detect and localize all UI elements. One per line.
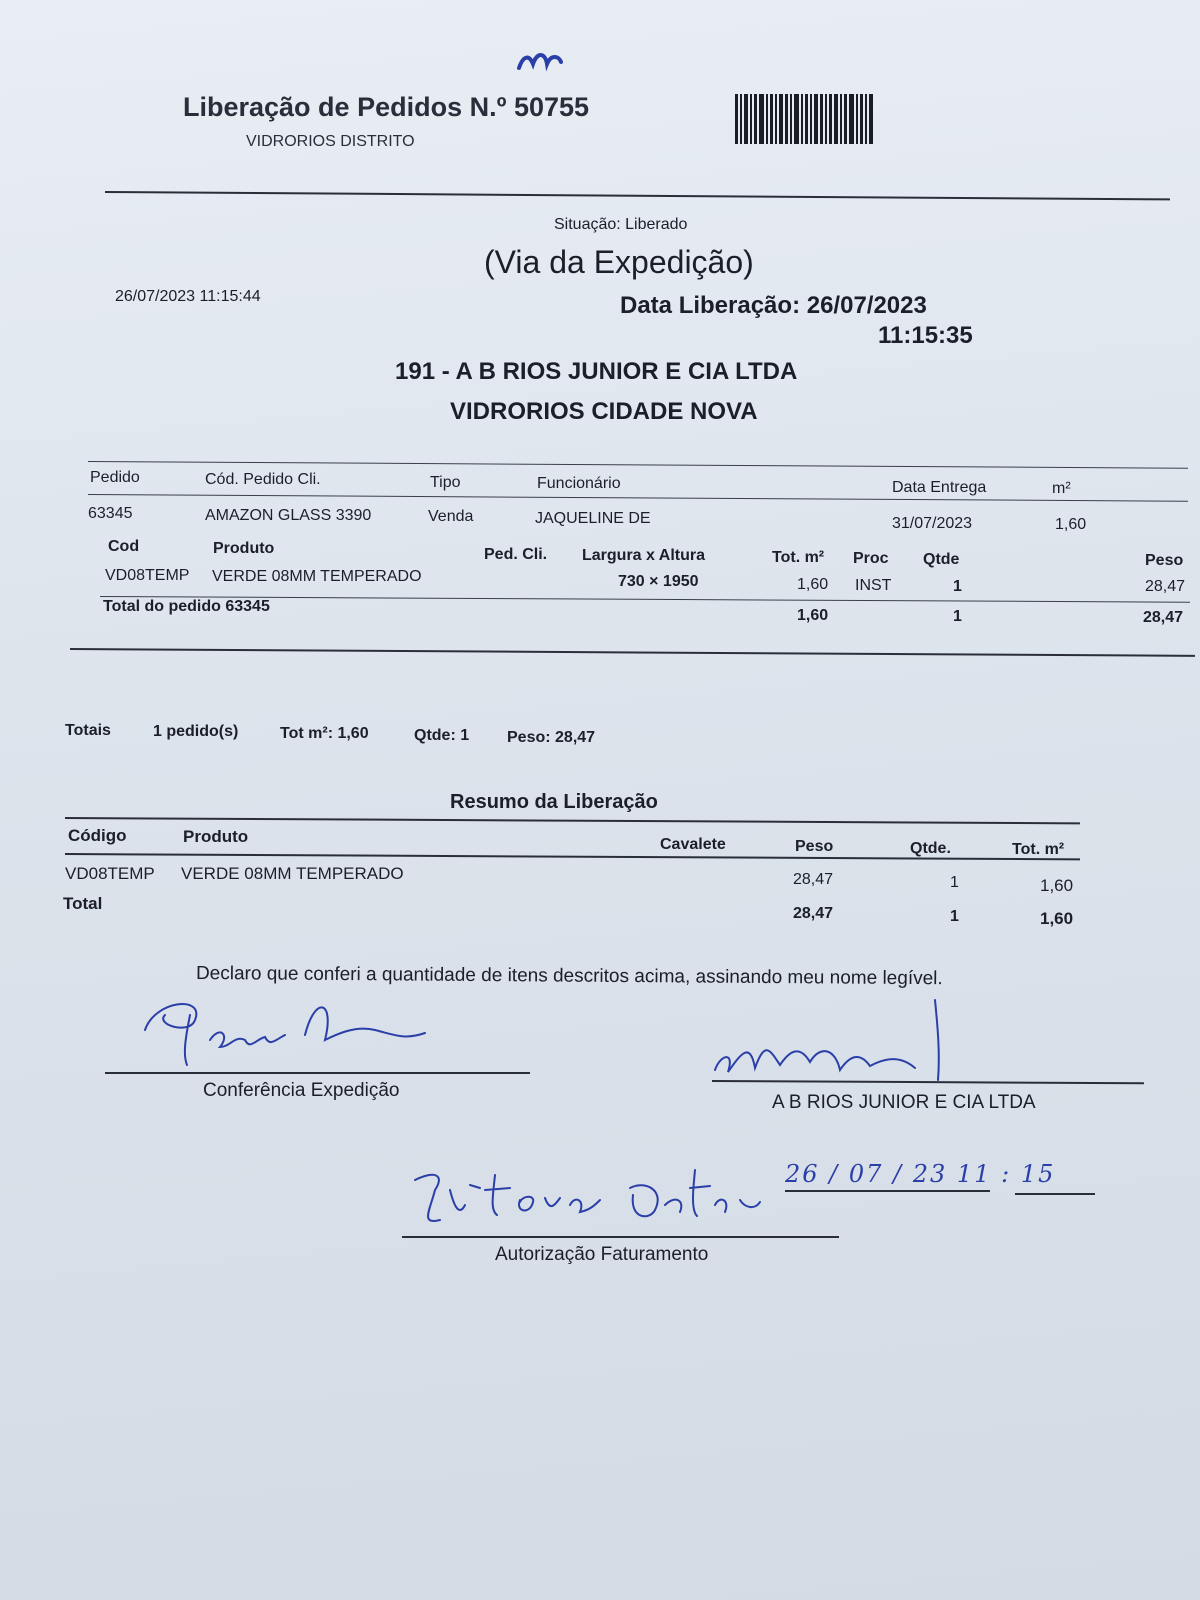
resumo-tot-m2: 1,60 bbox=[1040, 876, 1074, 895]
barcode-bar bbox=[790, 94, 792, 144]
header-divider bbox=[105, 191, 1170, 200]
release-date: Data Liberação: 26/07/2023 bbox=[620, 292, 927, 319]
barcode-bar bbox=[865, 94, 867, 144]
item-proc: INST bbox=[855, 577, 892, 594]
signature-line-autorizacao bbox=[402, 1236, 839, 1238]
resumo-codigo: VD08TEMP bbox=[65, 864, 155, 883]
totais-qtde: Qtde: 1 bbox=[414, 727, 470, 744]
barcode-bar bbox=[770, 94, 773, 144]
col-header-cod-pedido-cli: Cód. Pedido Cli. bbox=[205, 471, 321, 488]
store-name: VIDRORIOS CIDADE NOVA bbox=[450, 398, 758, 425]
barcode-bar bbox=[860, 94, 863, 144]
order-table-bottom-line bbox=[70, 648, 1195, 657]
barcode-bar bbox=[840, 94, 842, 144]
item-header-produto: Produto bbox=[213, 540, 275, 557]
order-data-entrega: 31/07/2023 bbox=[892, 515, 973, 532]
barcode-bar bbox=[801, 94, 803, 144]
barcode-bar bbox=[754, 94, 757, 144]
order-total-peso: 28,47 bbox=[1143, 609, 1184, 626]
order-header-line bbox=[88, 494, 1188, 502]
client-name: 191 - A B RIOS JUNIOR E CIA LTDA bbox=[395, 358, 798, 385]
resumo-header-produto: Produto bbox=[183, 827, 249, 846]
barcode-bar bbox=[794, 94, 799, 144]
resumo-total-tot-m2: 1,60 bbox=[1040, 909, 1074, 928]
barcode-bar bbox=[814, 94, 818, 144]
resumo-header-tot-m2: Tot. m² bbox=[1012, 841, 1065, 858]
resumo-produto: VERDE 08MM TEMPERADO bbox=[181, 864, 404, 883]
barcode-bar bbox=[785, 94, 788, 144]
barcode-bar bbox=[869, 94, 873, 144]
barcode-icon bbox=[735, 94, 925, 144]
item-header-qtde: Qtde bbox=[923, 551, 960, 568]
totais-pedidos: 1 pedido(s) bbox=[153, 723, 239, 740]
order-total-label: Total do pedido 63345 bbox=[103, 598, 270, 615]
item-header-proc: Proc bbox=[853, 550, 889, 567]
barcode-bar bbox=[735, 94, 738, 144]
order-tipo: Venda bbox=[428, 508, 474, 525]
item-dims: 730 × 1950 bbox=[618, 573, 699, 590]
release-time: 11:15:35 bbox=[878, 322, 973, 349]
barcode-bar bbox=[834, 94, 838, 144]
totais-peso: Peso: 28,47 bbox=[507, 729, 596, 746]
item-header-largura-altura: Largura x Altura bbox=[582, 547, 705, 564]
resumo-total-label: Total bbox=[63, 894, 103, 913]
item-cod: VD08TEMP bbox=[105, 567, 190, 584]
barcode-bar bbox=[810, 94, 812, 144]
company-name: VIDRORIOS DISTRITO bbox=[246, 133, 415, 150]
order-total-qtde: 1 bbox=[953, 608, 962, 625]
col-header-funcionario: Funcionário bbox=[537, 475, 621, 492]
date-line bbox=[785, 1190, 990, 1192]
signature-line-conferencia bbox=[105, 1072, 530, 1074]
barcode-bar bbox=[779, 94, 783, 144]
signature-autorizacao-icon bbox=[405, 1150, 805, 1240]
signature-label-conferencia: Conferência Expedição bbox=[203, 1080, 400, 1101]
document-title: Liberação de Pedidos N.º 50755 bbox=[183, 92, 590, 122]
item-produto: VERDE 08MM TEMPERADO bbox=[212, 568, 422, 585]
order-cod-pedido-cli: AMAZON GLASS 3390 bbox=[205, 507, 372, 524]
item-qtde: 1 bbox=[953, 578, 962, 595]
item-peso: 28,47 bbox=[1145, 578, 1186, 595]
barcode-bar bbox=[766, 94, 768, 144]
status-text: Situação: Liberado bbox=[554, 216, 688, 233]
item-header-tot-m2: Tot. m² bbox=[772, 549, 825, 566]
totais-label: Totais bbox=[65, 722, 111, 739]
barcode-bar bbox=[825, 94, 827, 144]
order-table-top-line bbox=[88, 461, 1188, 469]
barcode-bar bbox=[805, 94, 808, 144]
signature-conferencia-icon bbox=[135, 995, 455, 1075]
resumo-top-line bbox=[65, 817, 1080, 824]
resumo-header-codigo: Código bbox=[68, 826, 127, 845]
declaration-text: Declaro que conferi a quantidade de itens descritos acima, assinando meu nome legível. bbox=[195, 963, 943, 990]
pen-mark-icon bbox=[515, 44, 565, 74]
col-header-tipo: Tipo bbox=[430, 474, 461, 491]
signature-label-cliente: A B RIOS JUNIOR E CIA LTDA bbox=[772, 1092, 1036, 1113]
signature-label-autorizacao: Autorização Faturamento bbox=[495, 1244, 709, 1265]
item-tot-m2: 1,60 bbox=[797, 576, 829, 593]
barcode-bar bbox=[820, 94, 823, 144]
order-total-m2: 1,60 bbox=[797, 607, 829, 624]
signature-cliente-icon bbox=[710, 1000, 970, 1090]
copy-type: (Via da Expedição) bbox=[484, 244, 754, 280]
resumo-qtde: 1 bbox=[950, 874, 959, 891]
barcode-bar bbox=[744, 94, 748, 144]
col-header-data-entrega: Data Entrega bbox=[892, 479, 987, 496]
order-funcionario: JAQUELINE DE bbox=[535, 510, 651, 527]
resumo-title: Resumo da Liberação bbox=[450, 791, 658, 813]
handwritten-date: 26 / 07 / 23 11 : 15 bbox=[785, 1160, 1056, 1188]
item-header-peso: Peso bbox=[1145, 552, 1184, 569]
resumo-peso: 28,47 bbox=[793, 871, 834, 888]
order-pedido: 63345 bbox=[88, 505, 133, 522]
resumo-header-qtde: Qtde. bbox=[910, 840, 951, 857]
barcode-bar bbox=[750, 94, 752, 144]
barcode-bar bbox=[856, 94, 858, 144]
time-line bbox=[1015, 1193, 1095, 1195]
barcode-bar bbox=[759, 94, 764, 144]
totais-m2: Tot m²: 1,60 bbox=[280, 725, 369, 742]
resumo-header-cavalete: Cavalete bbox=[660, 836, 726, 853]
col-header-m2: m² bbox=[1052, 480, 1071, 497]
barcode-bar bbox=[775, 94, 777, 144]
resumo-header-peso: Peso bbox=[795, 838, 834, 855]
resumo-total-peso: 28,47 bbox=[793, 905, 834, 922]
resumo-total-qtde: 1 bbox=[950, 908, 959, 925]
order-m2: 1,60 bbox=[1055, 516, 1087, 533]
print-timestamp: 26/07/2023 11:15:44 bbox=[115, 288, 261, 305]
barcode-bar bbox=[849, 94, 854, 144]
item-header-cod: Cod bbox=[108, 538, 140, 555]
barcode-bar bbox=[829, 94, 832, 144]
barcode-bar bbox=[844, 94, 847, 144]
barcode-bar bbox=[740, 94, 742, 144]
item-header-ped-cli: Ped. Cli. bbox=[484, 546, 548, 563]
col-header-pedido: Pedido bbox=[90, 469, 140, 486]
